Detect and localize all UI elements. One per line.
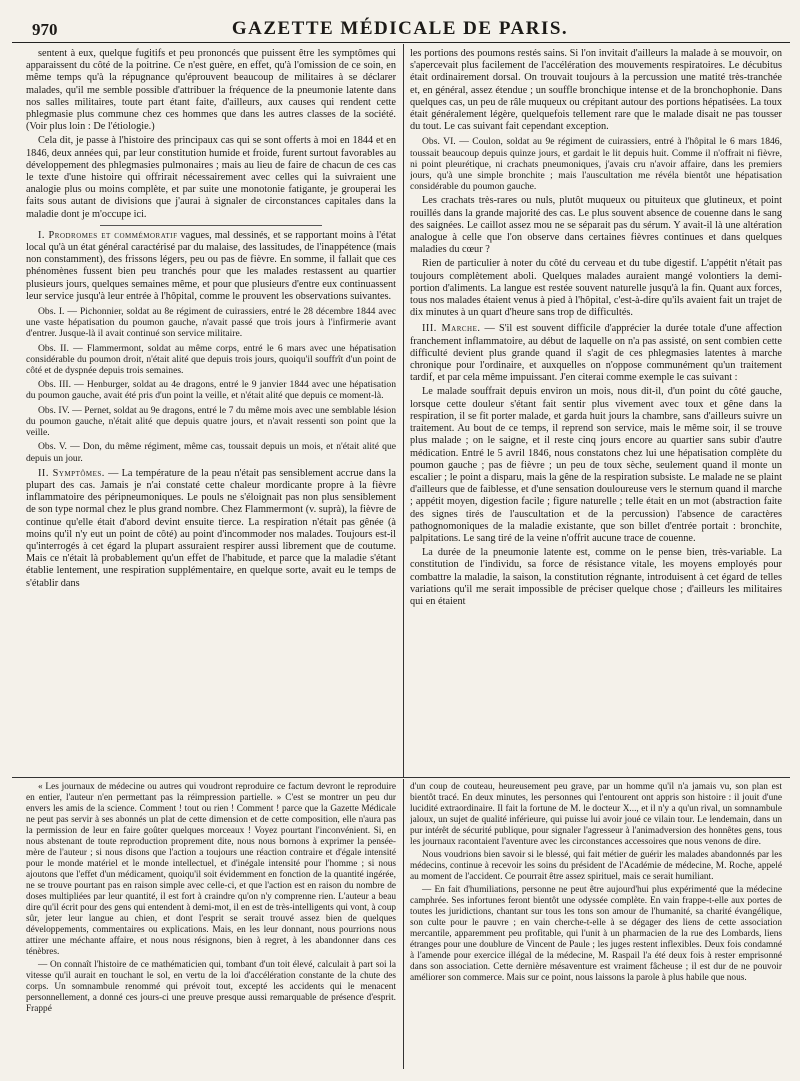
paragraph: Les crachats très-rares ou nuls, plutôt muqueux ou pituiteux que glutineux, et point rouillés dans la grande majorité des cas. Le plus souvent absence de couenne dans le sang des saignées. Le caillot assez mou ne se séparait pas du sérum. Y avait-il là une altération analogue à celle que l'on observe dans certaines fièvres continues et dans quelques maladies du cœur ? (410, 195, 782, 256)
observation: Obs. I. — Pichonnier, soldat au 8e régiment de cuirassiers, entré le 28 décembre 1844 avec une vaste hépatisation du poumon gauche, n'avait passé que trois jours à l'infirmerie avant d'entrer. Jusque-là il avait continué son service militaire. (26, 306, 396, 340)
paragraph: Rien de particulier à noter du côté du cerveau et du tube digestif. L'appétit n'était pas toujours complètement aboli. Quelques malades auraient mangé volontiers la demi-portion d'aliments. La langue est restée souvent naturelle jusqu'à la fin. Quant aux forces, tous nos malades étaient venus à pied à l'hôpital, c'est-à-dire qu'ils avaient fait un trajet de dix minutes à un quart d'heure sans trop de difficultés. (410, 258, 782, 319)
journal-title: GAZETTE MÉDICALE DE PARIS. (231, 18, 569, 39)
divider (100, 225, 322, 226)
observation: Obs. III. — Henburger, soldat au 4e dragons, entré le 9 janvier 1844 avec une hépatisation du poumon gauche, avait été pris d'un point la veille, et n'était alité que depuis ce moment-là. (26, 379, 396, 402)
footer-right-column (410, 782, 782, 1072)
paragraph: — En fait d'humiliations, personne ne peut être aujourd'hui plus expérimenté que la médecine camphrée. Ses infortunes feront bientôt une odyssée complète. En vain frappe-t-elle aux portes de toutes les juridictions, chantant sur tous les tons son amour de l'humanité, sa charité évangélique, son culte pour le pauvre ; en vain cherche-t-elle à se dégager des liens de cette association mercantile, apparemment peu profitable, qui l'unit à un pharmacien de la rue des Lombards, liens étranges pour une doublure de Vincent de Paule ; les juges restent inflexibles. Deux fois condamné à l'amende pour exercice illégal de la médecine, M. Raspail l'a été deux fois à rester emprisonné dans son association. Cette dernière mésaventure est vraiment fâcheuse ; il est dur de ne pouvoir améliorer son commerce. Mais sur ce point, nous laissons la parole à plus habile que nous. (410, 885, 782, 983)
section-heading: I. Prodromes et commémoratif (38, 229, 178, 241)
section-text: vagues, mal dessinés, et se rapportant moins à l'état local qu'à un état général caractérisé par du malaise, des lassitudes, de l'inappétence (mais non constamment), des frissons légers, peu ou pas de fièvre. En somme, il fallait que ces phénomènes fussent bien peu tranchés pour que les malades restassent au quartier plusieurs jours, quelques semaines même, et pour que plusieurs d'entre eux continuassent leur service jusqu'à leur entrée à l'hôpital, comme le prouvent les observations suivantes. (26, 229, 396, 302)
section-heading: III. Marche. (422, 323, 481, 335)
paragraph: d'un coup de couteau, heureusement peu grave, par un homme qu'il n'a jamais vu, son plan est bientôt tracé. En deux minutes, les personnes qui l'entourent ont appris son histoire : il jouit d'une lucidité extraordinaire. Il fait la fortune de M. le docteur X..., et il n'y a qu'un rival, un somnambule jaloux, un sujet de qualité inférieure, qui puisse lui avoir joué ce vilain tour. Le lendemain, dans un pur intérêt de sécurité publique, pour signaler l'agresseur à l'animadversion des honnêtes gens, tous les journaux racontaient l'aventure avec les circonstances accessoires que nous venons de dire. (410, 782, 782, 847)
paragraph: sentent à eux, quelque fugitifs et peu prononcés que puissent être les symptômes qui apparaissent du côté de la poitrine. Ce n'est guère, en effet, qu'à l'omission de ce soin, en même temps qu'à la répugnance qu'éprouvent beaucoup de militaires à se déclarer malades, qu'il me semble possible d'attribuer la fréquence de la pneumonie latente dans nos salles militaires, toute part étant faite, d'ailleurs, aux causes qui rendent cette phlegmasie plus commune chez ces hommes que dans les autres classes de la société. (Voir plus loin : De l'étiologie.) (26, 48, 396, 133)
section-paragraph (26, 468, 396, 590)
page-number: 970 (32, 20, 58, 39)
page-header (12, 14, 788, 44)
paragraph: La durée de la pneumonie latente est, comme on le pense bien, très-variable. La constitution de l'individu, sa force de résistance vitale, les moyens employés pour combattre la maladie, la saison, la constitution régnante, introduisent à cet égard de telles variations qu'il me serait impossible de préciser quelque chose ; d'ailleurs les militaires qui en étaient (410, 547, 782, 607)
observation: Obs. VI. — Coulon, soldat au 9e régiment de cuirassiers, entré à l'hôpital le 6 mars 1846, toussait beaucoup depuis quinze jours, et gardait le lit depuis huit. Comme il n'offrait ni fièvre, ni point pleurétique, ni crachats pneumoniques, j'avais cru n'avoir affaire, dans les premiers jours, qu'à une simple bronchite ; mais l'auscultation me révéla bientôt une hépatisation considérable du poumon gauche. (410, 136, 782, 193)
right-column (410, 48, 782, 775)
paragraph: « Les journaux de médecine ou autres qui voudront reproduire ce factum devront le reproduire en entier, l'auteur n'en permettant pas la réimpression partielle. » C'est se montrer un peu dur envers les amis de la science. Comment ! tout ou rien ! Comment ! parce que la Gazette Médicale ne peut pas servir à ses abonnés un plat de cette dimension et de cette composition, elle n'aura pas la permission de leur en faire goûter quelques morceaux ! Voyez pourtant l'inconvénient. Si, en nous abstenant de toute reproduction proprement dite, nous nous bornons à exprimer la pensée-mère de l'auteur ; si nous disons que l'action a toujours une réaction contraire et d'égale intensité pour le monde matériel et le monde intellectuel, et d'inégale intensité pour l'homme ; si nous ajoutons que l'effet d'un médicament, quoiqu'il soit évidemment en fonction de la quantité ingérée, ne se trouve pourtant pas en raison simple avec celle-ci, et que l'action est en raison du nombre de doses multipliées par leur quantité, il est fort à craindre qu'on n'y comprenne rien. L'auteur a beau dire qu'il écrit pour des gens qui entendent à demi-mot, il en est de très-intelligents qui vont, à coup sûr, jeter leur langue au chien, et dont l'esprit se serait trouvé assez bien de quelques développements, commentaires ou explications. Mais, en les leur donnant, nous pourrions nous attirer une méchante affaire, et nous nous résignons, bien à regret, à les abandonner dans ces ténèbres. (26, 782, 396, 957)
header-rule (12, 42, 790, 43)
paragraph: — On connaît l'histoire de ce mathématicien qui, tombant d'un toit élevé, calculait à part soi la vitesse qu'il aurait en touchant le sol, en vertu de la loi d'accélération constante de la chute des corps. Un somnambule renommé qui prévoit tout, excepté les accidents qui le menacent personnellement, a donné ces jours-ci une preuve presque aussi remarquable de présence d'esprit. Frappé (26, 960, 396, 1014)
observation: Obs. II. — Flammermont, soldat au même corps, entré le 6 mars avec une hépatisation considérable du poumon droit, n'était alité que depuis trois jours, quoiqu'il souffrît d'un point de côté et de dyspnée depuis trois semaines. (26, 342, 396, 377)
section-text: — La température de la peau n'était pas sensiblement accrue dans la plupart des cas. Jamais je n'ai constaté cette chaleur mordicante propre à la fièvre inflammatoire des péripneumoniques. Le pouls ne s'éloignait pas non plus sensiblement de son type normal chez le plus grand nombre. Chez Flammermont (v. suprà), la fièvre de continue qu'elle était d'abord devint ensuite tierce. La respiration n'était pas gênée (à moins qu'il n'y eut un point de côté) au point d'incommoder nos malades. Toujours est-il qu'interrogés à cet égard la plupart assuraient respirer aussi librement que de coutume. Mais ce n'était là probablement qu'un effet de l'habitude, et parce que la maladie s'étant établie lentement, une respiration supplémentaire, en quelque sorte, avait eu le temps de s'établir dans (26, 467, 396, 589)
observation: Obs. IV. — Pernet, soldat au 9e dragons, entré le 7 du même mois avec une semblable lésion du poumon gauche, n'était alité que depuis quatre jours, et n'avait ressenti son point que la veille. (26, 404, 396, 439)
footer-left-column (26, 782, 396, 1072)
section-paragraph (410, 323, 782, 384)
column-divider (403, 44, 404, 777)
observation: Obs. V. — Don, du même régiment, même cas, toussait depuis un mois, et n'était alité que depuis un jour. (26, 441, 396, 464)
paragraph: Cela dit, je passe à l'histoire des principaux cas qui se sont offerts à moi en 1844 et en 1846, deux années qui, par leur constitution humide et froide, furent surtout favorables au développement des phlegmasies pulmonaires ; mais au lieu de faire de chacun de ces cas le texte d'une histoire qui offrirait nécessairement avec celles qui la suivraient une analogie plus ou moins complète, et par suite une monotonie fatigante, je grouperai les faits sous autant de divisions que j'aurai à signaler de circonstances capitales dans la maladie dont je m'occupe ici. (26, 135, 396, 220)
section-heading: II. Symptômes. (38, 467, 105, 479)
section-paragraph (26, 230, 396, 303)
paragraph: les portions des poumons restés sains. Si l'on invitait d'ailleurs la malade à se mouvoir, on s'apercevait plus facilement de l'accélération des mouvements respiratoires. Le décubitus était ordinairement dorsal. On trouvait toujours à la percussion une matité très-tranchée et, en général, assez étendue ; un souffle bronchique intense et de la bronchophonie. Dans quelques cas, un peu de râle muqueux ou crépitant autour des portions hépatisées. La toux était généralement légère, quelquefois tellement rare que le malade disait ne pas tousser du tout. Le cas suivant fait cependant exception. (410, 48, 782, 133)
feuilleton-rule (12, 777, 790, 778)
left-column (26, 48, 396, 775)
footer-column-divider (403, 779, 404, 1069)
paragraph: Nous voudrions bien savoir si le blessé, qui fait métier de guérir les malades abandonnés par les médecins, continue à recevoir les soins du président de l'Académie de médecine, M. Roche, appelé au moment de l'accident. Ce pourrait être assez spirituel, mais ce serait humiliant. (410, 850, 782, 882)
section-text: — S'il est souvent difficile d'apprécier la durée totale d'une affection franchement inflammatoire, au début de laquelle on n'a pas assisté, on sent combien cette difficulté devient plus grande quand il s'agit de ces phlegmasies latentes à marche chronique pour l'ordinaire, et auxquelles on n'oppose communément qu'un traitement tardif, et par cela même impuissant. J'en citerai comme exemple le cas suivant : (410, 323, 782, 384)
paragraph: Le malade souffrait depuis environ un mois, nous dit-il, d'un point du côté gauche, lorsque cette douleur s'étant fait sentir plus vivement avec toux et gêne dans la respiration, il se fit porter malade, et garda huit jours la chambre, sans d'ailleurs suivre un traitement. Au bout de ce temps, il reprend son service, mais le même soir, il se trouve plus malade ; on le saigne, et il reste cinq jours encore au quartier sans subir d'autre médication. Entré le 5 avril 1846, nous constatons chez lui une hépatisation complète du poumon gauche ; pas de fièvre ; un peu de toux sèche, seulement quand il monte un escalier ; le point a disparu, mais la gêne de la respiration subsiste. Le malade ne se plaint d'ailleurs que de faiblesse, et d'une sensation douloureuse vers le sternum quand il marche ; appétit moyen, digestion facile ; figure naturelle ; telle était en un mot (abstraction faite des signes tirés de l'auscultation et de la percussion) l'absence de caractères pathognomoniques de la maladie existante, que son billet d'entrée portait : bronchite, palpitations. Le sang tiré de la veine n'offrit aucune trace de couenne. (410, 386, 782, 544)
